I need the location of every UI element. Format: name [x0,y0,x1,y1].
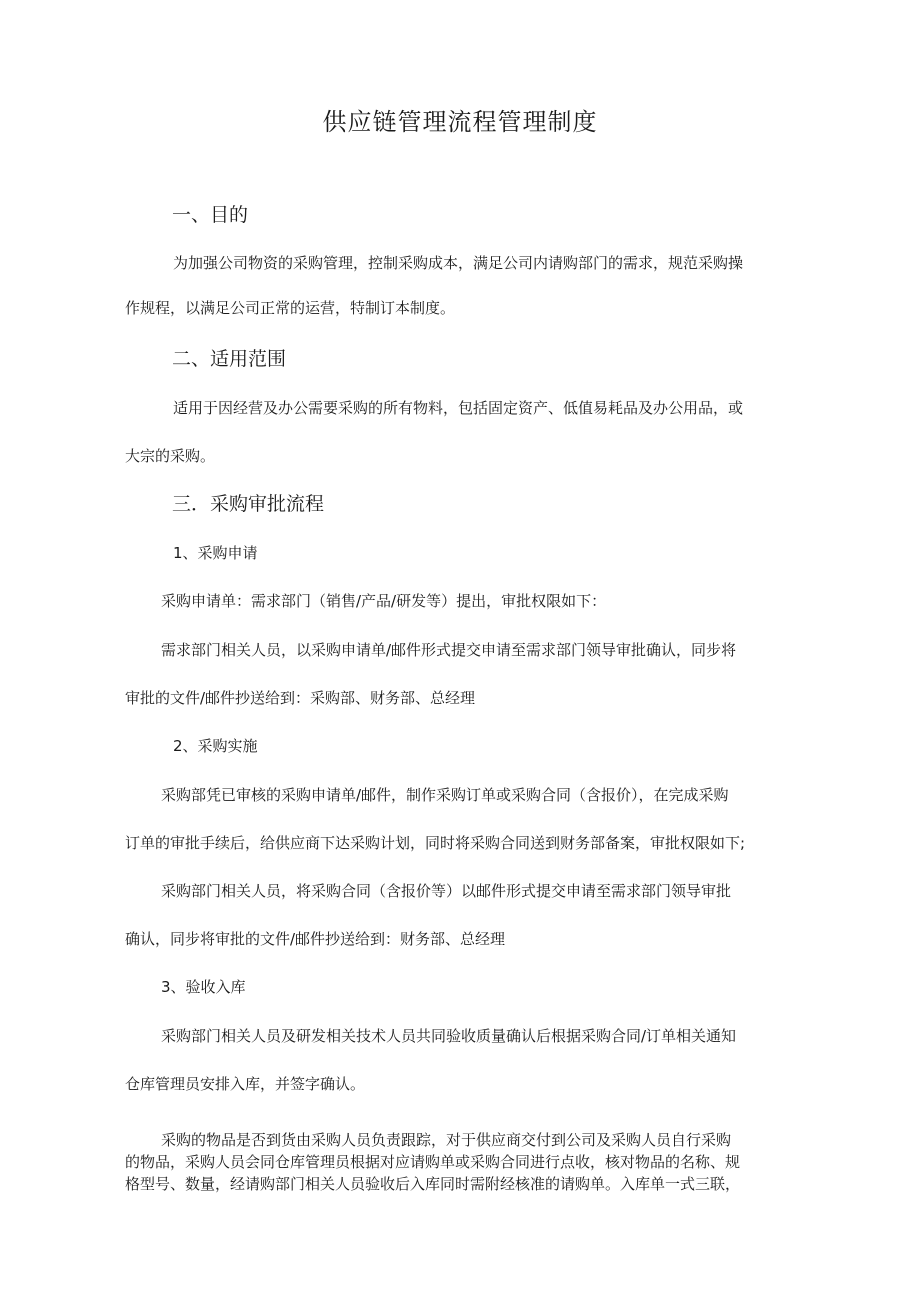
paragraph-line: 为加强公司物资的采购管理，控制采购成本，满足公司内请购部门的需求，规范采购操 [173,254,744,272]
section-heading-purpose: 一、目的 [172,204,249,226]
section-heading-scope: 二、适用范围 [172,348,287,370]
paragraph-line: 采购的物品是否到货由采购人员负责跟踪，对于供应商交付到公司及采购人员自行采购 [161,1131,732,1149]
document-title: 供应链管理流程管理制度 [322,108,598,136]
paragraph-line: 确认，同步将审批的文件/邮件抄送给到：财务部、总经理 [125,930,506,948]
paragraph-line: 需求部门相关人员，以采购申请单/邮件形式提交申请至需求部门领导审批确认，同步将 [161,641,737,659]
paragraph-line: 作规程，以满足公司正常的运营，特制订本制度。 [125,299,456,317]
paragraph-line: 适用于因经营及办公需要采购的所有物料，包括固定资产、低值易耗品及办公用品，或 [173,399,744,417]
paragraph-line: 采购申请单：需求部门（销售/产品/研发等）提出，审批权限如下： [161,592,607,610]
subsection-heading-inspection-warehousing: 3、验收入库 [161,978,246,996]
paragraph-line: 采购部门相关人员，将采购合同（含报价等）以邮件形式提交申请至需求部门领导审批 [161,882,732,900]
paragraph-line: 采购部凭已审核的采购申请单/邮件，制作采购订单或采购合同（含报价），在完成采购 [161,786,729,804]
section-heading-approval-process: 三．采购审批流程 [172,493,325,515]
subsection-heading-purchase-request: 1、采购申请 [173,544,258,562]
subsection-heading-purchase-implementation: 2、采购实施 [173,737,258,755]
paragraph-line: 的物品，采购人员会同仓库管理员根据对应请购单或采购合同进行点收，核对物品的名称、规 [125,1153,741,1171]
paragraph-line: 仓库管理员安排入库，并签字确认。 [125,1075,366,1093]
paragraph-line: 审批的文件/邮件抄送给到：采购部、财务部、总经理 [125,689,476,707]
paragraph-line: 大宗的采购。 [125,447,216,465]
paragraph-line: 格型号、数量，经请购部门相关人员验收后入库同时需附经核准的请购单。入库单一式三联， [125,1175,741,1193]
paragraph-line: 采购部门相关人员及研发相关技术人员共同验收质量确认后根据采购合同/订单相关通知 [161,1027,737,1045]
paragraph-line: 订单的审批手续后，给供应商下达采购计划，同时将采购合同送到财务部备案，审批权限如下; [125,834,746,852]
